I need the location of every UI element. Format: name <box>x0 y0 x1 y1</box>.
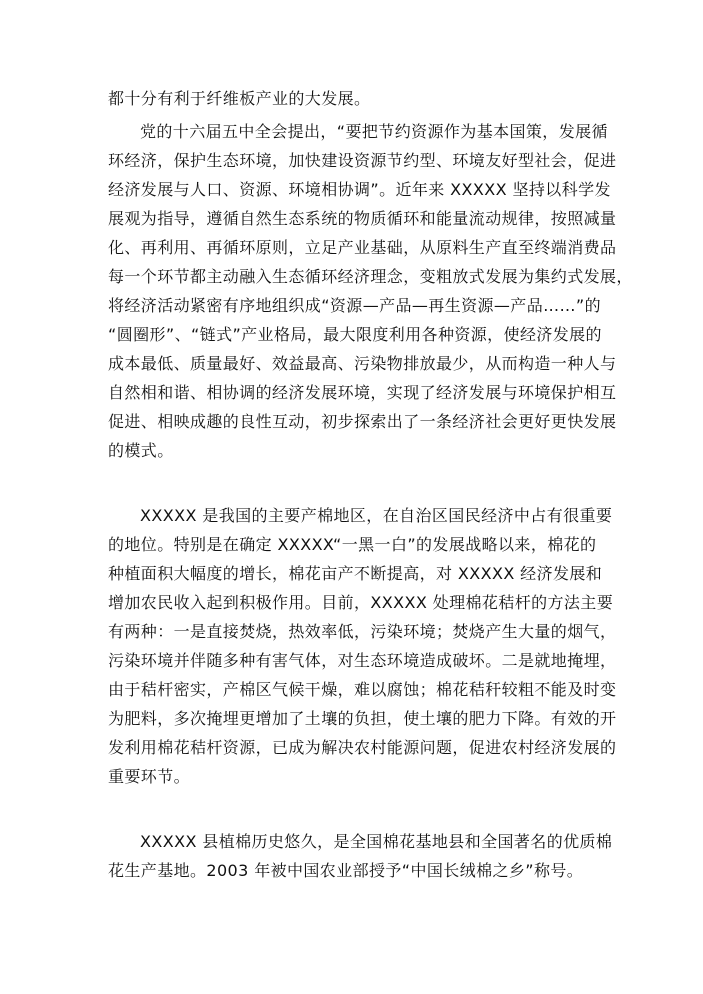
text-line: 种植面积大幅度的增长，棉花亩产不断提高，对 XXXXX 经济发展和 <box>108 564 603 583</box>
text-line: 污染环境并伴随多种有害气体，对生态环境造成破坏。二是就地掩埋， <box>108 651 617 670</box>
text-line: 经济发展与人口、资源、环境相协调”。近年来 XXXXX 坚持以科学发 <box>108 180 611 199</box>
text-line: 增加农民收入起到积极作用。目前，XXXXX 处理棉花秸杆的方法主要 <box>108 593 614 612</box>
text-line: 由于秸杆密实，产棉区气候干燥，难以腐蚀；棉花秸秆较粗不能及时变 <box>108 680 617 699</box>
text-line: 的地位。特别是在确定 XXXXX“一黑一白”的发展战略以来，棉花的 <box>108 535 597 554</box>
text-line: 化、再利用、再循环原则，立足产业基础，从原料生产直至终端消费品 <box>108 238 617 257</box>
text-line: 党的十六届五中全会提出，“要把节约资源作为基本国策，发展循 <box>140 122 608 141</box>
text-line: 花生产基地。2003 年被中国农业部授予“中国长绒棉之乡”称号。 <box>108 861 584 880</box>
text-line: 为肥料，多次掩埋更增加了土壤的负担，使土壤的肥力下降。有效的开 <box>108 709 617 728</box>
text-line: 有两种：一是直接焚烧，热效率低，污染环境；焚烧产生大量的烟气， <box>108 622 617 641</box>
text-line: 发利用棉花秸杆资源，已成为解决农村能源问题，促进农村经济发展的 <box>108 738 617 757</box>
text-line: XXXXX 是我国的主要产棉地区，在自治区国民经济中占有很重要 <box>140 506 613 525</box>
text-line: 将经济活动紧密有序地组织成“资源—产品—再生资源—产品……”的 <box>108 296 601 315</box>
text-line: 的模式。 <box>108 441 174 460</box>
text-line: XXXXX 县植棉历史悠久，是全国棉花基地县和全国著名的优质棉 <box>140 832 613 851</box>
text-line: 成本最低、质量最好、效益最高、污染物排放最少，从而构造一种人与 <box>108 354 617 373</box>
text-line: 环经济，保护生态环境，加快建设资源节约型、环境友好型社会，促进 <box>108 151 617 170</box>
text-line: “圆圈形”、“链式”产业格局，最大限度利用各种资源，使经济发展的 <box>108 325 602 344</box>
text-line: 自然相和谐、相协调的经济发展环境，实现了经济发展与环境保护相互 <box>108 383 617 402</box>
text-line: 都十分有利于纤维板产业的大发展。 <box>108 89 371 108</box>
text-line: 展观为指导，遵循自然生态系统的物质循环和能量流动规律，按照减量 <box>108 209 617 228</box>
text-line: 每一个环节都主动融入生态循环经济理念，变粗放式发展为集约式发展， <box>108 267 633 286</box>
text-line: 促进、相映成趣的良性互动，初步探索出了一条经济社会更好更快发展 <box>108 412 617 431</box>
text-line: 重要环节。 <box>108 767 191 786</box>
